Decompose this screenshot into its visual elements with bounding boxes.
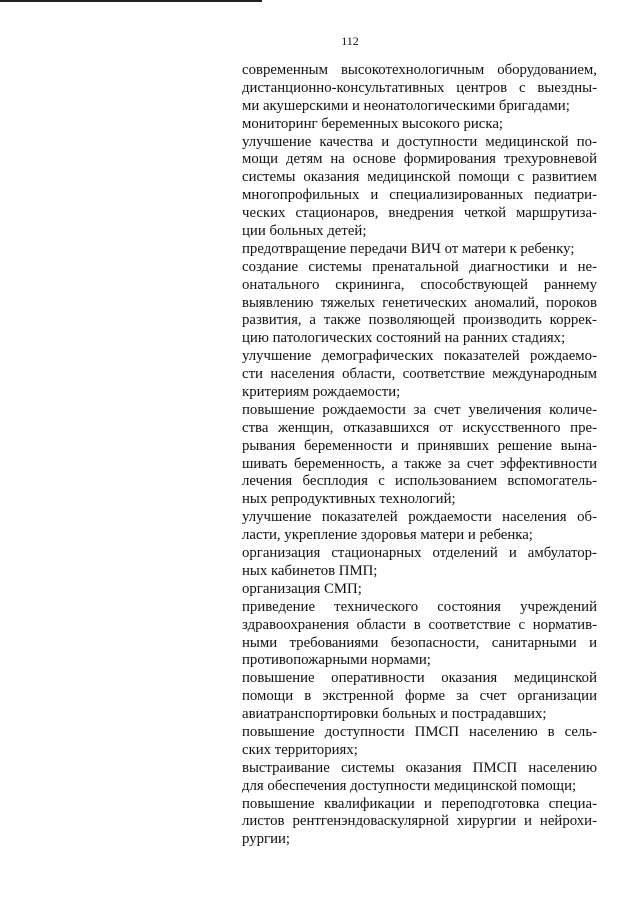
text-line: современным высокотехнологичным оборудованием,: [242, 62, 597, 78]
text-line: улучшение демографических показателей рождаемо-: [242, 348, 597, 365]
text-line: здравоохранения области в соответствие с норматив-: [242, 616, 597, 633]
text-line: мощи детям на основе формирования трехуровневой: [242, 151, 597, 168]
text-line: развития, а также позволяющей производить коррек-: [242, 312, 597, 329]
text-line: критериям рождаемости;: [242, 384, 401, 401]
text-line: выявлению тяжелых генетических аномалий, пороков: [242, 294, 597, 311]
text-line: ских территориях;: [242, 741, 358, 758]
paragraph: [242, 259, 597, 348]
text-line: многопрофильных и специализированных педиатри-: [242, 187, 597, 204]
text-line: мониторинг беременных высокого риска;: [242, 115, 504, 132]
paragraph: [242, 796, 597, 850]
text-line: предотвращение передачи ВИЧ от матери к ребенку;: [242, 240, 575, 257]
paragraph: [242, 760, 597, 796]
text-line: для обеспечения доступности медицинской помощи;: [242, 777, 577, 794]
text-line: повышение доступности ПМСП населению в сель-: [242, 723, 597, 740]
text-line: цию патологических состояний на ранних стадиях;: [242, 330, 566, 347]
text-line: шивать беременность, а также за счет эффективности: [242, 455, 597, 472]
document-body: [242, 62, 597, 849]
text-line: приведение технического состояния учреждений: [242, 598, 597, 615]
text-line: онатального скрининга, способствующей раннему: [242, 276, 597, 293]
text-line: создание системы пренатальной диагностики и не-: [242, 258, 597, 275]
paragraph: [242, 116, 597, 134]
text-line: ласти, укрепление здоровья матери и ребенка;: [242, 527, 533, 544]
text-line: повышение оперативности оказания медицинской: [242, 670, 597, 687]
paragraph: [242, 348, 597, 402]
text-line: противопожарными нормами;: [242, 652, 431, 669]
text-line: рургии;: [242, 831, 291, 848]
text-line: лечения бесплодия с использованием вспомогатель-: [242, 473, 597, 490]
paragraph: [242, 509, 597, 545]
text-line: сти населения области, соответствие международным: [242, 366, 597, 383]
text-line: рывания беременности и принявших решение вына-: [242, 437, 597, 454]
text-line: выстраивание системы оказания ПМСП населению: [242, 759, 597, 776]
paragraph: [242, 724, 597, 760]
text-line: ческих стационаров, внедрения четкой маршрутиза-: [242, 205, 597, 222]
paragraph: [242, 402, 597, 509]
text-line: ными требованиями безопасности, санитарными и: [242, 634, 597, 651]
text-line: повышение квалификации и переподготовка специа-: [242, 795, 597, 812]
text-line: системы оказания медицинской помощи с развитием: [242, 169, 597, 186]
paragraph: [242, 62, 597, 116]
text-line: ных репродуктивных технологий;: [242, 491, 456, 508]
text-line: организация СМП;: [242, 580, 362, 597]
top-rule: [0, 0, 262, 2]
text-line: повышение рождаемости за счет увеличения количе-: [242, 401, 597, 418]
text-line: организация стационарных отделений и амбулатор-: [242, 545, 597, 562]
paragraph: [242, 545, 597, 581]
paragraph: [242, 241, 597, 259]
text-line: листов рентгенэндоваскулярной хирургии и нейрохи-: [242, 813, 597, 830]
paragraph: [242, 581, 597, 599]
text-line: дистанционно-консультативных центров с выездны-: [242, 79, 597, 96]
text-line: ных кабинетов ПМП;: [242, 562, 378, 579]
page-number: 112: [341, 34, 359, 48]
text-line: улучшение качества и доступности медицинской по-: [242, 133, 597, 150]
text-line: ции больных детей;: [242, 223, 367, 240]
text-line: улучшение показателей рождаемости населения об-: [242, 509, 597, 526]
text-line: ства женщин, отказавшихся от искусственного пре-: [242, 419, 597, 436]
paragraph: [242, 599, 597, 671]
paragraph: [242, 670, 597, 724]
text-line: помощи в экстренной форме за счет организации: [242, 688, 597, 705]
text-line: ми акушерскими и неонатологическими бригадами;: [242, 97, 570, 114]
text-line: авиатранспортировки больных и пострадавших;: [242, 706, 547, 723]
paragraph: [242, 134, 597, 241]
